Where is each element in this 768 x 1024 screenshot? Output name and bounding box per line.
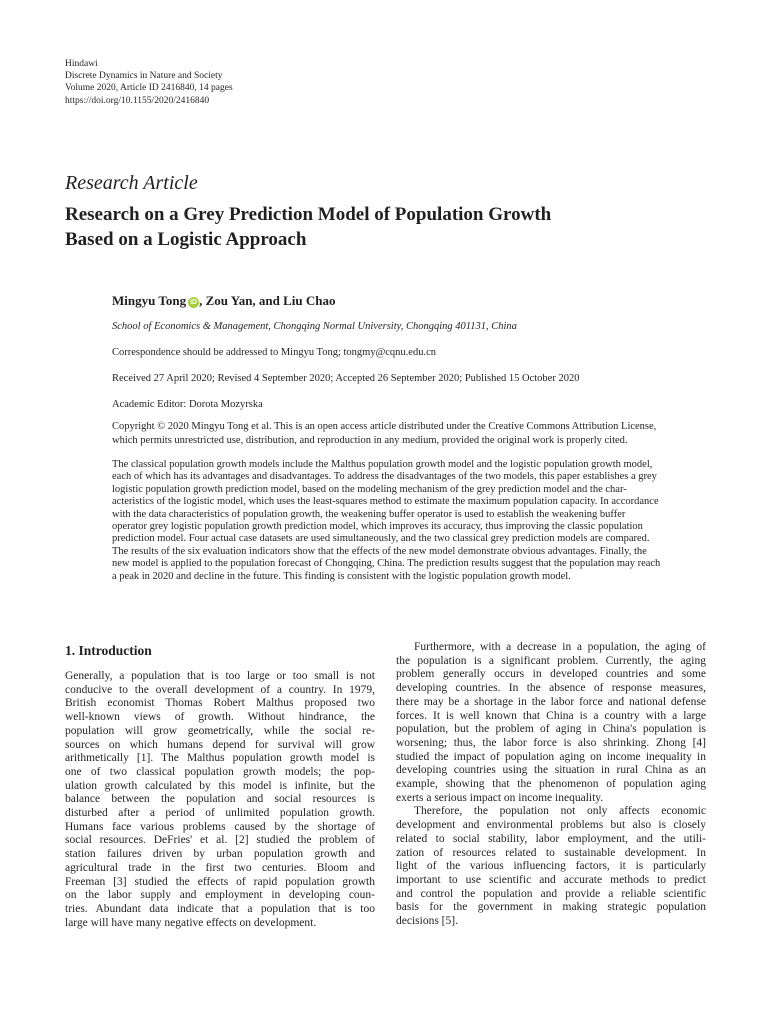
body-line: population, but the problem of aging in China's population is (396, 723, 706, 736)
body-line: well-known views of growth. Without hindrance, the (65, 711, 375, 724)
affiliation: School of Economics & Management, Chongqing Normal University, Chongqing 401131, China (112, 321, 517, 332)
body-line: agricultural trade in the first two centuries. Bloom and (65, 861, 375, 874)
copyright-notice (112, 420, 708, 447)
body-line: arithmetically [1]. The Malthus population growth model is (65, 752, 375, 765)
body-line: balance between the population and social resources is (65, 793, 375, 806)
body-line: one of two classical population growth models; the pop- (65, 765, 375, 778)
abstract-line: each of which has its advantages and disadvantages. To address the disadvantages of the two models, this paper establishes a grey (112, 471, 657, 483)
body-line: sources on which humans depend for survival will grow (65, 738, 375, 751)
body-line: large will have many negative effects on development. (65, 916, 317, 929)
publisher-name: Hindawi (65, 59, 98, 69)
body-line: Generally, a population that is too large or too small is not (65, 670, 375, 682)
body-line: forces. It is well known that China is a country with a large (396, 709, 706, 722)
title-line: Based on a Logistic Approach (65, 229, 307, 250)
body-line: Therefore, the population not only affects economic (414, 805, 706, 818)
body-line: British economist Thomas Robert Malthus proposed two (65, 697, 375, 710)
body-line: station failures driven by urban population growth and (65, 848, 375, 861)
body-line: developing countries. In the absence of response measures, (396, 682, 706, 695)
abstract-line: with the data characteristics of population growth, the weakening buffer operator is used to establish the weakening buffer (112, 508, 626, 520)
article-title (65, 202, 705, 252)
right-column (396, 641, 706, 929)
copyright-line: Copyright © 2020 Mingyu Tong et al. This is an open access article distributed under the Creative Commons Attribution License, (112, 421, 657, 432)
left-column (65, 670, 375, 930)
title-line: Research on a Grey Prediction Model of Population Growth (65, 204, 552, 225)
body-line: social resources. DeFries' et al. [2] studied the problem of (65, 834, 375, 847)
body-line: conducive to the overall development of a country. In 1979, (65, 683, 375, 696)
body-line: problem generally occurs in developed countries and some (396, 668, 706, 681)
coauthor-names: , Zou Yan, and Liu Chao (199, 293, 336, 308)
body-line: Humans face various problems caused by the shortage of (65, 820, 375, 833)
publication-dates: Received 27 April 2020; Revised 4 September 2020; Accepted 26 September 2020; Published 15 October 2020 (112, 373, 580, 384)
abstract-line: acteristics of the logistic model, which uses the least-squares method to estimate the maximum population capacity. In accordance (112, 496, 659, 508)
body-line: disturbed after a period of unlimited population growth. (65, 807, 375, 820)
doi-link[interactable]: https://doi.org/10.1155/2020/2416840 (65, 95, 210, 106)
abstract (112, 459, 708, 583)
body-line: development and environmental problems but also is closely (396, 819, 706, 832)
body-line: there may be a shortage in the labor force and national defense (396, 695, 706, 708)
abstract-line: The classical population growth models include the Malthus population growth model and the logistic population growth model, (112, 459, 653, 470)
correspondence: Correspondence should be addressed to Mingyu Tong; tongmy@cqnu.edu.cn (112, 347, 436, 358)
body-line: tries. Abundant data indicate that a population that is too (65, 902, 375, 915)
abstract-line: The results of the six evaluation indicators show that the effects of the new model demonstrate obvious advantages. Finally, the (112, 545, 647, 557)
body-line: basis for the government in making strategic population (396, 901, 706, 914)
body-line: example, showing that the phenomenon of population aging (396, 778, 706, 791)
copyright-line: which permits unrestricted use, distribution, and reproduction in any medium, provided the original work is properly cited. (112, 434, 628, 446)
body-line: developing countries using the situation in rural China as an (396, 764, 706, 777)
body-line: zation of resources related to sustainable development. In (396, 846, 706, 859)
body-line: and control the population and provide a reliable scientific (396, 887, 706, 900)
abstract-line: prediction model. Four actual case datasets are used simultaneously, and the two classical grey prediction models are compared. (112, 533, 650, 545)
body-line: Freeman [3] studied the effects of rapid population growth (65, 875, 375, 888)
orcid-icon[interactable]: iD (190, 299, 198, 306)
body-line: ulation growth calculated by this model is infinite, but the (65, 779, 375, 792)
body-line: important to use scientific and accurate methods to predict (396, 873, 706, 886)
abstract-line: a peak in 2020 and decline in the future. This finding is consistent with the logistic population growth model. (112, 570, 571, 582)
author-list (112, 293, 336, 309)
abstract-line: logistic population growth prediction model, based on the modeling mechanism of the grey prediction model and the char- (112, 483, 627, 495)
body-line: Furthermore, with a decrease in a population, the aging of (414, 641, 706, 653)
author-name[interactable]: Mingyu Tong (112, 293, 187, 308)
abstract-line: new model is applied to the population forecast of Chongqing, China. The prediction results suggest that the population may reach (112, 558, 661, 570)
volume-info: Volume 2020, Article ID 2416840, 14 pages (65, 83, 233, 94)
body-line: decisions [5]. (396, 915, 458, 928)
body-line: population will grow geometrically, while the social re- (65, 724, 375, 737)
body-line: the population is a significant problem. Currently, the aging (396, 654, 706, 667)
body-line: exerts a serious impact on income inequality. (396, 791, 604, 804)
body-line: worsening; thus, the labor force is also shrinking. Zhong [4] (396, 736, 706, 749)
body-line: studied the impact of population aging on income inequality in (396, 750, 706, 763)
article-type: Research Article (65, 172, 198, 194)
journal-name: Discrete Dynamics in Nature and Society (65, 71, 223, 82)
abstract-line: operator grey logistic population growth prediction model, which improves its accuracy, thus improving the classic population (112, 521, 643, 533)
section-heading: 1. Introduction (65, 643, 152, 658)
body-line: related to social stability, labor employment, and the utili- (396, 832, 706, 845)
body-line: light of the various influencing factors, it is particularly (396, 860, 706, 873)
body-line: on the labor supply and employment in developing coun- (65, 889, 375, 902)
journal-masthead (65, 58, 233, 107)
academic-editor: Academic Editor: Dorota Mozyrska (112, 399, 263, 410)
